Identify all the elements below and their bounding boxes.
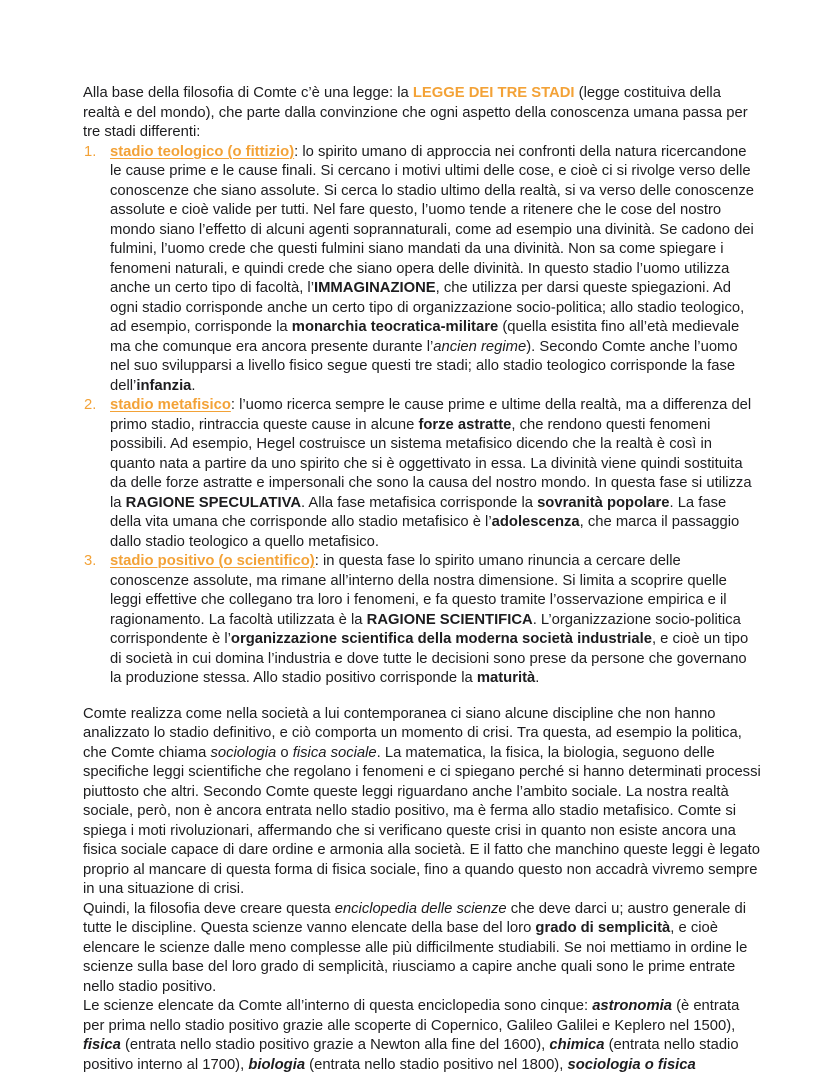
text-run: sociologia [210, 744, 277, 761]
paragraph-cinque-scienze [83, 997, 761, 1075]
text-run: , che marca il passaggio dallo stadio teologico a quello metafisico. [110, 514, 740, 550]
text-run: Le scienze elencate da Comte all’interno di questa enciclopedia sono cinque: [83, 998, 593, 1014]
text-run: ). Secondo Comte anche l’uomo nel suo svilupparsi a livello fisico segue questi tre stadi; allo stadio teologico corrisponde la fase dell’ [110, 338, 738, 394]
text-run: (quella esistita fino all’età medievale ma che comunque era ancora presente durante l’ [110, 319, 740, 355]
three-stages-list [83, 143, 761, 689]
text-run: (entrata nello stadio positivo grazie a Newton alla fine del 1600), [120, 1037, 550, 1053]
text-run: astronomia [592, 998, 672, 1014]
list-number-1: 1. [84, 143, 97, 160]
text-run: o [276, 744, 293, 761]
text-run: Alla base della filosofia di Comte c’è una legge: la [83, 85, 413, 101]
text-run: che deve darci u; austro generale di tutte le discipline. Questa scienze vanno elencate della base del loro [83, 900, 746, 936]
list-item-stadio-positivo [83, 552, 761, 689]
text-run: , e cioè elencare le scienze dalle meno complesse alle più difficilmente studiabili. Se noi mettiamo in ordine le scienze sulla base del loro grado di semplicità, riusciamo a capire anche quali sono le prime entrate nello stadio positivo. [83, 920, 748, 995]
text-run: adolescenza [491, 514, 580, 530]
text-run: IMMAGINAZIONE [314, 280, 436, 296]
text-run: infanzia [136, 377, 192, 394]
text-run: . La matematica, la fisica, la biologia, seguono delle specifiche leggi scientifiche che regolano i fenomeni e ci spiegano perché si hanno determinati processi piuttosto che altri. Secondo Comte queste leggi riguardano anche l’ambito sociale. La nostra realtà sociale, però, non è ancora entrata nello stadio positivo, ma è ferma allo stadio metafisico. Comte si spiega i moti rivoluzionari, affermando che si verificano queste crisi in quanto non esiste ancora una fisica sociale capace di dare ordine e armonia alla società. E il fatto che manchino queste leggi è legato proprio al mancare di questa forma di fisica sociale, fino a quando questo non accadrà vivremo sempre in una situazione di crisi. [83, 744, 761, 897]
text-run: . [535, 670, 540, 686]
intro-paragraph [83, 84, 761, 143]
text-run: sovranità popolare [537, 494, 670, 511]
text-run: (legge costituiva della realtà e del mondo), che parte dalla convinzione che ogni aspetto della conoscenza umana passa per tre stadi differenti: [83, 85, 748, 140]
paragraph-comte-realizza [83, 705, 761, 900]
text-run: , che rendono questi fenomeni possibili. Ad esempio, Hegel costruisce un sistema metafisico dicendo che la realtà è così in quanto nata a partire da uno spirito che si è oggettivato in essa. La divinità viene quindi sostituita da delle forze astratte e impersonali che sono la causa del nostro mondo. In questa fase si utilizza la [110, 416, 752, 511]
text-run: forze astratte [418, 416, 512, 433]
text-run: monarchia teocratica-militare [291, 319, 499, 335]
text-run: : lo spirito umano di approccia nei confronti della natura ricercandone le cause prime e le cause finali. Si cercano i motivi ultimi delle cose, e cioè ci si rivolge verso delle conoscenze che siano assolute. Si cerca lo stadio ultimo della realtà, si va verso delle conoscenze assolute e cioè valide per tutti. Nel fare questo, l’uomo tende a ritenere che le cose del nostro mondo siano l’effetto di alcuni agenti soprannaturali, come ad esempio una divinità. Se cadono dei fulmini, l’uomo crede che questi fulmini siano mandati da una divinità. Non sa come spiegare i fenomeni naturali, e quindi crede che siano opera delle divinità. In questo stadio l’uomo utilizza anche un certo tipo di facoltà, l’ [110, 143, 755, 296]
document-content [83, 84, 761, 1075]
text-run: maturità [476, 670, 536, 686]
text-run: RAGIONE SCIENTIFICA [366, 611, 533, 628]
list-item-stadio-metafisico [83, 396, 761, 552]
text-run: fisica sociale [292, 744, 377, 761]
list-item-text [110, 553, 748, 686]
text-run: stadio positivo (o scientifico) [110, 553, 315, 569]
text-run: Quindi, la filosofia deve creare questa [83, 900, 335, 917]
text-run: RAGIONE SPECULATIVA [125, 494, 302, 511]
text-run: stadio teologico (o fittizio) [110, 143, 295, 160]
text-run: . Alla fase metafisica corrisponde la [301, 494, 538, 511]
list-item-text [110, 397, 752, 550]
text-run: enciclopedia delle scienze [334, 900, 507, 917]
list-number-3: 3. [84, 553, 97, 569]
text-run: fisica [83, 1037, 121, 1053]
text-run: : l’uomo ricerca sempre le cause prime e ultime della realtà, ma a differenza del primo stadio, rintraccia queste cause in alcune [110, 397, 752, 433]
list-number-2: 2. [84, 397, 97, 413]
text-run: (entrata nello stadio positivo interno al 1700), [83, 1037, 739, 1073]
text-run: grado di semplicità [535, 920, 671, 936]
text-run: , che utilizza per darsi queste spiegazioni. Ad ogni stadio corrisponde anche un certo tipo di organizzazione socio-politica; allo stadio teologico, ad esempio, corrisponde la [110, 280, 745, 335]
paragraph-enciclopedia [83, 900, 761, 998]
text-run: stadio metafisico [110, 397, 231, 413]
text-run: biologia [248, 1056, 306, 1073]
text-run: organizzazione scientifica della moderna società industriale [230, 631, 652, 647]
text-run: chimica [549, 1037, 605, 1053]
text-run: LEGGE DEI TRE STADI [412, 85, 575, 101]
text-run: (entrata nello stadio positivo nel 1800), [305, 1056, 568, 1073]
text-run: . [191, 377, 196, 394]
text-run: . L’organizzazione socio-politica corrispondente è l’ [110, 611, 741, 647]
list-item-stadio-teologico [83, 143, 761, 397]
list-item-text [110, 144, 754, 394]
text-run: Comte realizza come nella società a lui contemporanea ci siano alcune discipline che non hanno analizzato lo stadio definitivo, e ciò comporta un momento di crisi. Tra questa, ad esempio la politica, che Comte chiama [83, 705, 742, 761]
text-run: (è entrata per prima nello stadio positivo grazie alle scoperte di Copernico, Galileo Galilei e Keplero nel 1500), [83, 998, 740, 1034]
text-run: , e cioè un tipo di società in cui domina l’industria e dove tutte le decisioni sono prese da persone che governano la produzione stessa. Allo stadio positivo corrisponde la [110, 631, 749, 686]
text-run: sociologia o fisica [567, 1056, 696, 1073]
text-run: ancien regime [433, 338, 527, 355]
text-run: . La fase della vita umana che corrisponde allo stadio metafisico è l’ [110, 494, 727, 530]
text-run: : in questa fase lo spirito umano rinuncia a cercare delle conoscenze assolute, ma rimane all’interno della nostra dimensione. Si limita a scoprire quelle leggi effettive che collegano tra loro i fenomeni, e fa questo tramite l’osservazione empirica e il ragionamento. La facoltà utilizzata è la [110, 553, 727, 628]
